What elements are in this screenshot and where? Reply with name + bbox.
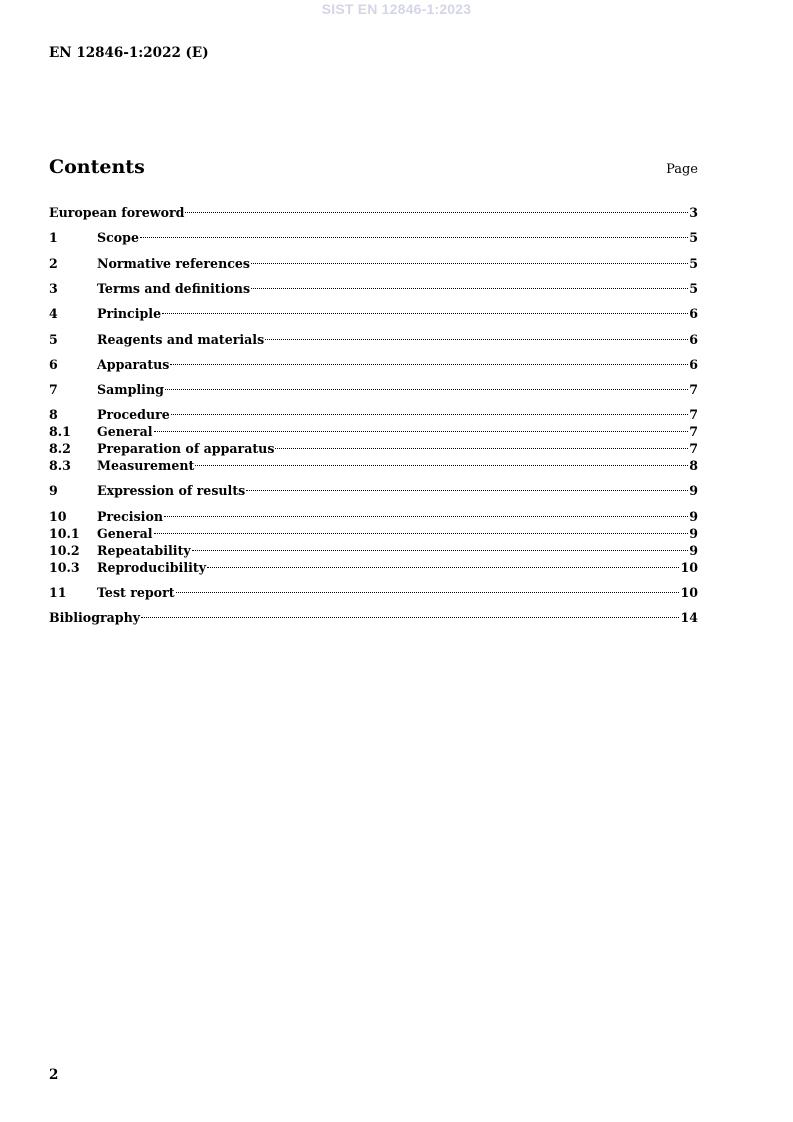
- toc-entry-number: 7: [49, 382, 58, 397]
- toc-entry-page: 3: [689, 205, 698, 220]
- toc-leader-dots: [171, 402, 688, 419]
- toc-entry-number: 8.2: [49, 441, 71, 456]
- toc-entry-title: Apparatus: [97, 357, 170, 372]
- toc-leader-dots: [251, 276, 688, 293]
- toc-leader-dots: [275, 436, 688, 453]
- toc-entry-number: 10: [49, 509, 67, 524]
- toc-entry-page: 5: [689, 281, 698, 296]
- document-id: EN 12846-1:2022 (E): [49, 45, 209, 61]
- toc-entry-number: 10.2: [49, 543, 80, 558]
- toc-entry-procedure[interactable]: [49, 402, 698, 422]
- toc-leader-dots: [176, 580, 680, 597]
- contents-heading: Contents: [49, 156, 145, 178]
- toc-entry-repeatability[interactable]: [49, 538, 698, 558]
- toc-entry-page: 8: [689, 458, 698, 473]
- toc-entry-title: Sampling: [97, 382, 164, 397]
- toc-entry-title: Principle: [97, 306, 162, 321]
- toc-entry-title: Test report: [97, 585, 175, 600]
- toc-entry-scope[interactable]: [49, 225, 698, 245]
- toc-entry-preparation-of-apparatus[interactable]: [49, 436, 698, 456]
- toc-entry-bibliography[interactable]: [49, 605, 698, 625]
- toc-leader-dots: [195, 453, 688, 470]
- toc-leader-dots: [185, 200, 688, 217]
- toc-leader-dots: [141, 605, 679, 622]
- toc-entry-page: 9: [689, 543, 698, 558]
- toc-entry-page: 7: [689, 382, 698, 397]
- toc-entry-normative-references[interactable]: [49, 251, 698, 271]
- toc-entry-page: 5: [689, 256, 698, 271]
- toc-entry-number: 2: [49, 256, 58, 271]
- toc-entry-number: 10.1: [49, 526, 80, 541]
- toc-entry-page: 14: [680, 610, 698, 625]
- toc-entry-number: 3: [49, 281, 58, 296]
- toc-entry-title: European foreword: [49, 205, 185, 220]
- toc-entry-page: 9: [689, 509, 698, 524]
- toc-entry-test-report[interactable]: [49, 580, 698, 600]
- toc-entry-title: Scope: [97, 230, 139, 245]
- toc-leader-dots: [154, 521, 689, 538]
- toc-entry-title: Bibliography: [49, 610, 141, 625]
- toc-entry-title: Precision: [97, 509, 164, 524]
- toc-leader-dots: [246, 478, 688, 495]
- toc-entry-page: 9: [689, 526, 698, 541]
- toc-entry-title: Reagents and materials: [97, 332, 265, 347]
- toc-entry-title: Expression of results: [97, 483, 246, 498]
- watermark-text: SIST EN 12846-1:2023: [321, 1, 472, 17]
- toc-entry-sampling[interactable]: [49, 377, 698, 397]
- toc-leader-dots: [265, 327, 688, 344]
- toc-leader-dots: [251, 251, 688, 268]
- toc-leader-dots: [207, 555, 679, 572]
- toc-entry-title: Normative references: [97, 256, 251, 271]
- toc-leader-dots: [154, 419, 689, 436]
- toc-leader-dots: [192, 538, 689, 555]
- toc-entry-page: 10: [680, 585, 698, 600]
- toc-entry-number: 1: [49, 230, 58, 245]
- toc-entry-number: 11: [49, 585, 67, 600]
- toc-entry-title: Procedure: [97, 407, 170, 422]
- toc-entry-title: Terms and definitions: [97, 281, 251, 296]
- toc-entry-title: Measurement: [97, 458, 195, 473]
- toc-entry-title: General: [97, 526, 153, 541]
- toc-entry-procedure-general[interactable]: [49, 419, 698, 439]
- toc-entry-page: 6: [689, 306, 698, 321]
- toc-entry-measurement[interactable]: [49, 453, 698, 473]
- toc-leader-dots: [164, 504, 688, 521]
- toc-entry-page: 7: [689, 424, 698, 439]
- toc-entry-title: Repeatability: [97, 543, 191, 558]
- toc-entry-principle[interactable]: [49, 301, 698, 321]
- toc-entry-page: 7: [689, 407, 698, 422]
- toc-entry-apparatus[interactable]: [49, 352, 698, 372]
- toc-entry-title: Reproducibility: [97, 560, 207, 575]
- toc-leader-dots: [162, 301, 688, 318]
- toc-entry-number: 10.3: [49, 560, 80, 575]
- toc-entry-page: 7: [689, 441, 698, 456]
- toc-entry-expression-of-results[interactable]: [49, 478, 698, 498]
- toc-entry-page: 5: [689, 230, 698, 245]
- toc-entry-number: 8.1: [49, 424, 71, 439]
- page-number: 2: [49, 1067, 59, 1083]
- toc-entry-page: 6: [689, 332, 698, 347]
- toc-entry-number: 8.3: [49, 458, 71, 473]
- toc-entry-page: 10: [680, 560, 698, 575]
- toc-entry-precision[interactable]: [49, 504, 698, 524]
- toc-entry-number: 5: [49, 332, 58, 347]
- toc-leader-dots: [165, 377, 688, 394]
- toc-entry-page: 9: [689, 483, 698, 498]
- toc-entry-precision-general[interactable]: [49, 521, 698, 541]
- toc-entry-number: 4: [49, 306, 58, 321]
- toc-entry-number: 8: [49, 407, 58, 422]
- toc-entry-reagents-and-materials[interactable]: [49, 327, 698, 347]
- toc-leader-dots: [170, 352, 688, 369]
- toc-leader-dots: [140, 225, 688, 242]
- toc-entry-title: Preparation of apparatus: [97, 441, 275, 456]
- toc-entry-reproducibility[interactable]: [49, 555, 698, 575]
- toc-entry-title: General: [97, 424, 153, 439]
- toc-entry-terms-and-definitions[interactable]: [49, 276, 698, 296]
- toc-entry-number: 9: [49, 483, 58, 498]
- toc-entry-page: 6: [689, 357, 698, 372]
- toc-entry-number: 6: [49, 357, 58, 372]
- toc-entry-european-foreword[interactable]: [49, 200, 698, 220]
- page-column-label: Page: [666, 162, 698, 177]
